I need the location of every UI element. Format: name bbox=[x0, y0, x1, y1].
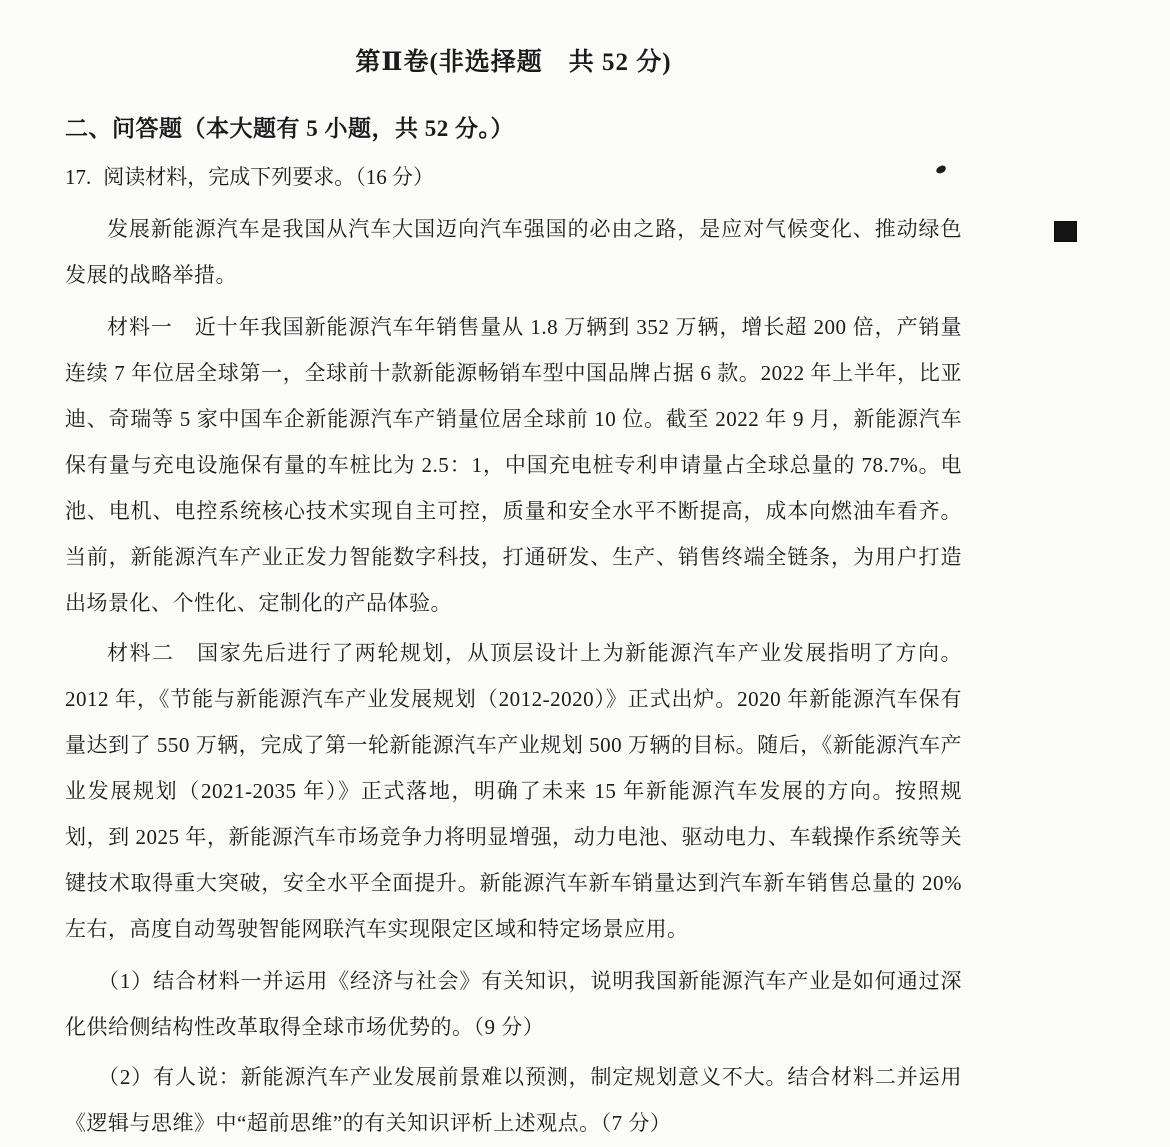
part-two-heading: 二、问答题（本大题有 5 小题，共 52 分。） bbox=[65, 116, 514, 141]
sub-question-1: （1）结合材料一并运用《经济与社会》有关知识，说明我国新能源汽车产业是如何通过深化供给侧结构性改革取得全球市场优势的。（9 分） bbox=[65, 969, 962, 1039]
scan-black-square-artifact bbox=[1054, 221, 1077, 242]
material-two-paragraph: 材料二 国家先后进行了两轮规划，从顶层设计上为新能源汽车产业发展指明了方向。2012 年，《节能与新能源汽车产业发展规划（2012-2020）》正式出炉。2020 年新能源汽车保有量达到了 550 万辆，完成了第一轮新能源汽车产业规划 500 万辆的目标。随后，《新能源汽车产业发展规划（2021-2035 年）》正式落地，明确了未来 15 年新能源汽车发展的方向。按照规划，到 2025 年，新能源汽车市场竞争力将明显增强，动力电池、驱动电力、车载操作系统等关键技术取得重大突破，安全水平全面提升。新能源汽车新车销量达到汽车新车销售总量的 20%左右，高度自动驾驶智能网联汽车实现限定区域和特定场景应用。 bbox=[65, 641, 962, 941]
exam-content-column bbox=[65, 0, 962, 1146]
question-17-number: 17. bbox=[65, 165, 92, 189]
question-17-stem bbox=[65, 154, 962, 200]
question-17-instruction: 阅读材料，完成下列要求。（16 分） bbox=[103, 165, 434, 189]
sub-question-2: （2）有人说：新能源汽车产业发展前景难以预测，制定规划意义不大。结合材料二并运用《逻辑与思维》中“超前思维”的有关知识评析上述观点。（7 分） bbox=[65, 1065, 962, 1135]
material-one-paragraph: 材料一 近十年我国新能源汽车年销售量从 1.8 万辆到 352 万辆，增长超 200 倍，产销量连续 7 年位居全球第一，全球前十款新能源畅销车型中国品牌占据 6 款。2022 年上半年，比亚迪、奇瑞等 5 家中国车企新能源汽车产销量位居全球前 10 位。截至 2022 年 9 月，新能源汽车保有量与充电设施保有量的车桩比为 2.5：1，中国充电桩专利申请量占全球总量的 78.7%。电池、电机、电控系统核心技术实现自主可控，质量和安全水平不断提高，成本向燃油车看齐。当前，新能源汽车产业正发力智能数字科技，打通研发、生产、销售终端全链条，为用户打造出场景化、个性化、定制化的产品体验。 bbox=[65, 315, 962, 615]
volume-title: 第Ⅱ卷(非选择题 共 52 分) bbox=[355, 49, 672, 76]
intro-paragraph: 发展新能源汽车是我国从汽车大国迈向汽车强国的必由之路，是应对气候变化、推动绿色发展的战略举措。 bbox=[65, 217, 962, 287]
